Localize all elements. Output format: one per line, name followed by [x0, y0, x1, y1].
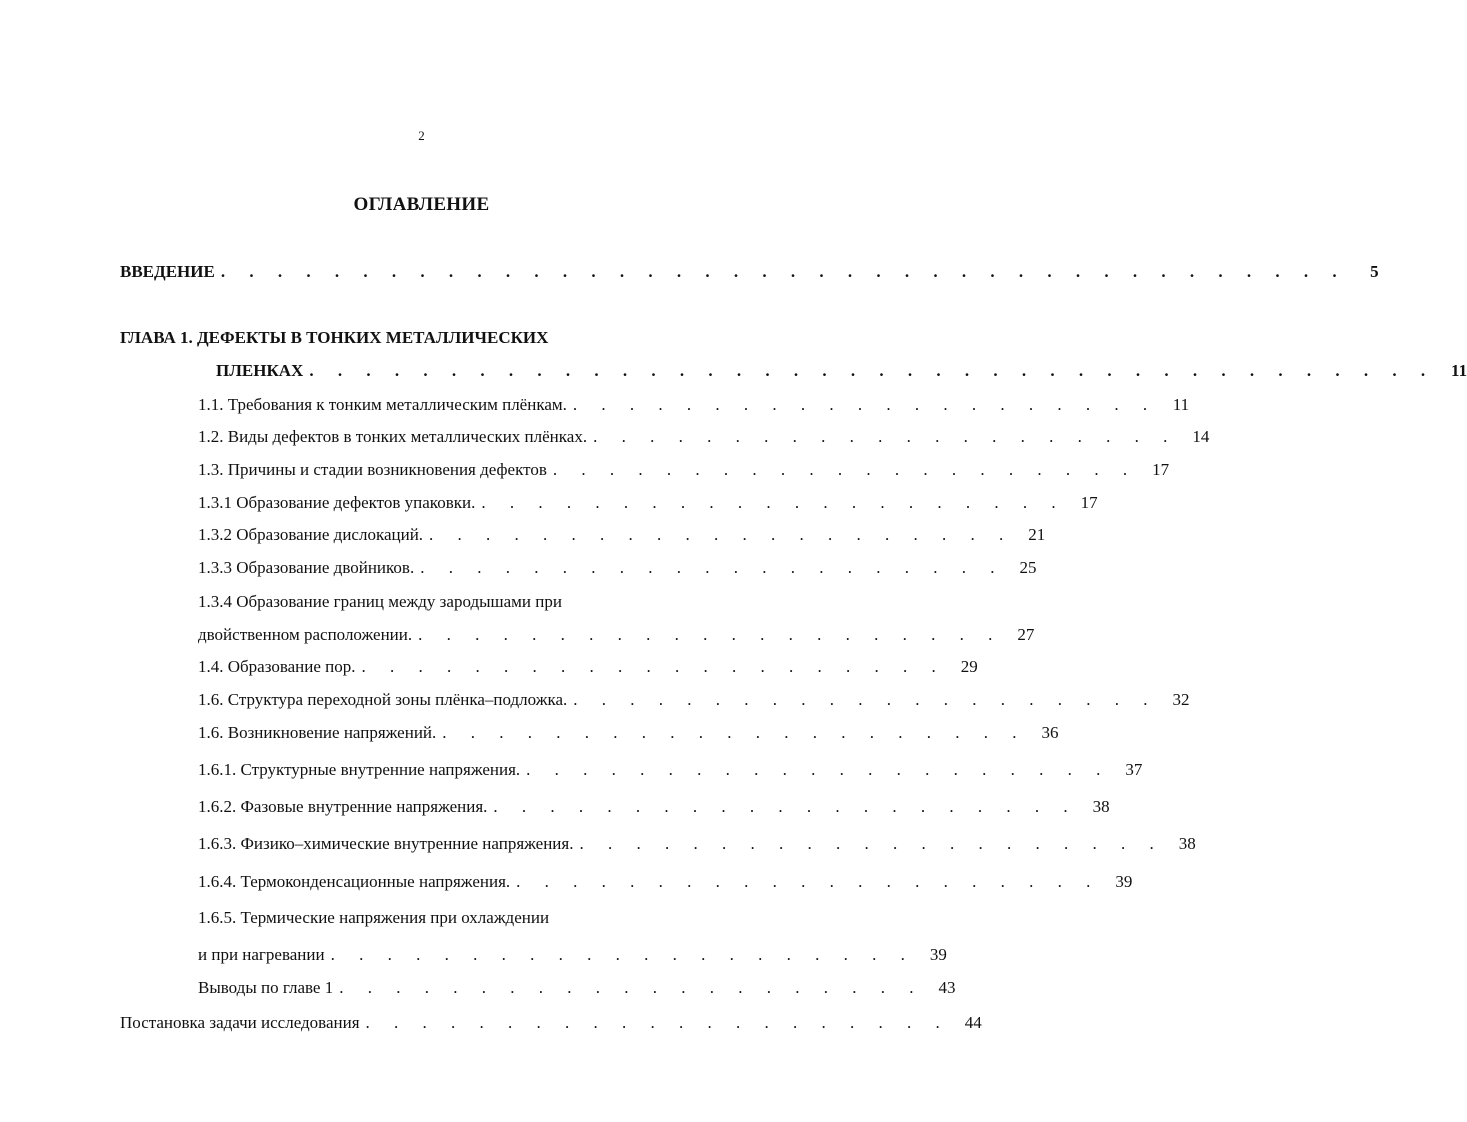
- toc-entry-label: 1.6.2. Фазовые внутренние напряжения.: [198, 797, 488, 816]
- toc-entry-chapter1[interactable]: [216, 361, 1467, 381]
- toc-entry-label: Выводы по главе 1: [198, 978, 334, 997]
- toc-entry[interactable]: [198, 945, 947, 965]
- toc-entry-page: 37: [1125, 760, 1143, 779]
- toc-entry[interactable]: [198, 872, 1133, 892]
- toc-entry-page: 17: [1152, 460, 1170, 479]
- leader-dots: . . . . . . . . . . . . . . . . . . . . .: [339, 978, 924, 997]
- toc-entry[interactable]: [198, 460, 1170, 480]
- toc-entry-label: двойственном расположении.: [198, 625, 413, 644]
- toc-entry-page: 43: [938, 978, 956, 997]
- leader-dots: . . . . . . . . . . . . . . . . . . . . .: [593, 427, 1178, 446]
- toc-entry[interactable]: [198, 797, 1110, 817]
- toc-entry-label: 1.3.3 Образование двойников.: [198, 558, 415, 577]
- toc-entry-label: Постановка задачи исследования: [120, 1013, 360, 1032]
- toc-entry[interactable]: [198, 834, 1196, 854]
- leader-dots: . . . . . . . . . . . . . . . . . . . . .: [330, 945, 915, 964]
- toc-entry[interactable]: [198, 493, 1098, 513]
- leader-dots: . . . . . . . . . . . . . . . . . . . . .: [493, 797, 1078, 816]
- toc-entry-page: 21: [1028, 525, 1046, 544]
- toc-entry-label: ПЛЕНКАХ: [216, 361, 304, 380]
- toc-entry-line1: 1.6.5. Термические напряжения при охлаждении: [198, 908, 550, 927]
- leader-dots: . . . . . . . . . . . . . . . . . . . . .: [526, 760, 1111, 779]
- leader-dots: . . . . . . . . . . . . . . . . . . . . .: [429, 525, 1014, 544]
- leader-dots: . . . . . . . . . . . . . . . . . . . . .: [481, 493, 1066, 512]
- toc-entry-page: 27: [1017, 625, 1035, 644]
- toc-entry-label: 1.6.4. Термоконденсационные напряжения.: [198, 872, 511, 891]
- toc-entry[interactable]: [198, 558, 1037, 578]
- toc-entry-label: и при нагревании: [198, 945, 325, 964]
- toc-entry[interactable]: [198, 723, 1059, 743]
- toc-entry-page: 39: [929, 945, 947, 964]
- toc-entry-page: 38: [1092, 797, 1110, 816]
- toc-entry-page: 44: [964, 1013, 982, 1032]
- leader-dots: . . . . . . . . . . . . . . . . . . . . .: [579, 834, 1164, 853]
- toc-entry-line1: 1.3.4 Образование границ между зародышами при: [198, 592, 562, 611]
- leader-dots: . . . . . . . . . . . . . . . . . . . . . . . . . . . . . . . . . . . . . . . .: [220, 262, 1347, 281]
- toc-entry[interactable]: [198, 525, 1046, 545]
- toc-entry[interactable]: [198, 760, 1143, 780]
- toc-entry-label: 1.3. Причины и стадии возникновения дефектов: [198, 460, 547, 479]
- leader-dots: . . . . . . . . . . . . . . . . . . . . .: [552, 460, 1138, 479]
- leader-dots: . . . . . . . . . . . . . . . . . . . . . . . . . . . . . . . . . . . . . . . .: [309, 361, 1436, 380]
- toc-entry-page: 14: [1192, 427, 1210, 446]
- toc-entry-label: ВВЕДЕНИЕ: [120, 262, 215, 281]
- leader-dots: . . . . . . . . . . . . . . . . . . . . .: [442, 723, 1027, 742]
- toc-entry-label: 1.6.3. Физико–химические внутренние напряжения.: [198, 834, 574, 853]
- leader-dots: . . . . . . . . . . . . . . . . . . . . .: [573, 690, 1158, 709]
- toc-entry-label: 1.2. Виды дефектов в тонких металлических плёнках.: [198, 427, 588, 446]
- toc-entry-label: 1.3.1 Образование дефектов упаковки.: [198, 493, 476, 512]
- toc-entry-page: 5: [1370, 262, 1379, 281]
- leader-dots: . . . . . . . . . . . . . . . . . . . . .: [365, 1013, 950, 1032]
- toc-entry-label: 1.6. Возникновение напряжений.: [198, 723, 437, 742]
- toc-entry-label: 1.1. Требования к тонким металлическим плёнкам.: [198, 395, 567, 414]
- toc-title: ОГЛАВЛЕНИЕ: [353, 194, 490, 215]
- leader-dots: . . . . . . . . . . . . . . . . . . . . .: [420, 558, 1005, 577]
- toc-entry-label: 1.4. Образование пор.: [198, 657, 356, 676]
- toc-entry-page: 17: [1080, 493, 1098, 512]
- toc-entry-page: 11: [1451, 361, 1467, 380]
- leader-dots: . . . . . . . . . . . . . . . . . . . . .: [516, 872, 1101, 891]
- toc-entry[interactable]: [198, 657, 978, 677]
- toc-entry-page: 29: [960, 657, 978, 676]
- toc-entry-intro[interactable]: [120, 262, 1379, 282]
- toc-entry-label: 1.6.1. Структурные внутренние напряжения.: [198, 760, 521, 779]
- toc-entry-label: 1.6. Структура переходной зоны плёнка–подложка.: [198, 690, 568, 709]
- toc-entry-problem-statement[interactable]: [120, 1013, 982, 1033]
- leader-dots: . . . . . . . . . . . . . . . . . . . . .: [572, 395, 1158, 414]
- page-number: 2: [418, 128, 425, 143]
- chapter-heading-line1: ГЛАВА 1. ДЕФЕКТЫ В ТОНКИХ МЕТАЛЛИЧЕСКИХ: [120, 328, 549, 347]
- toc-entry[interactable]: [198, 625, 1035, 645]
- toc-entry[interactable]: [198, 395, 1190, 415]
- leader-dots: . . . . . . . . . . . . . . . . . . . . .: [418, 625, 1003, 644]
- toc-entry-page: 32: [1172, 690, 1190, 709]
- toc-entry-page: 11: [1172, 395, 1190, 414]
- toc-entry-page: 38: [1178, 834, 1196, 853]
- toc-entry-page: 25: [1019, 558, 1037, 577]
- toc-entry[interactable]: [198, 978, 956, 998]
- leader-dots: . . . . . . . . . . . . . . . . . . . . .: [361, 657, 946, 676]
- toc-entry-page: 36: [1041, 723, 1059, 742]
- toc-entry[interactable]: [198, 690, 1190, 710]
- toc-entry-label: 1.3.2 Образование дислокаций.: [198, 525, 424, 544]
- toc-entry[interactable]: [198, 427, 1210, 447]
- toc-entry-page: 39: [1115, 872, 1133, 891]
